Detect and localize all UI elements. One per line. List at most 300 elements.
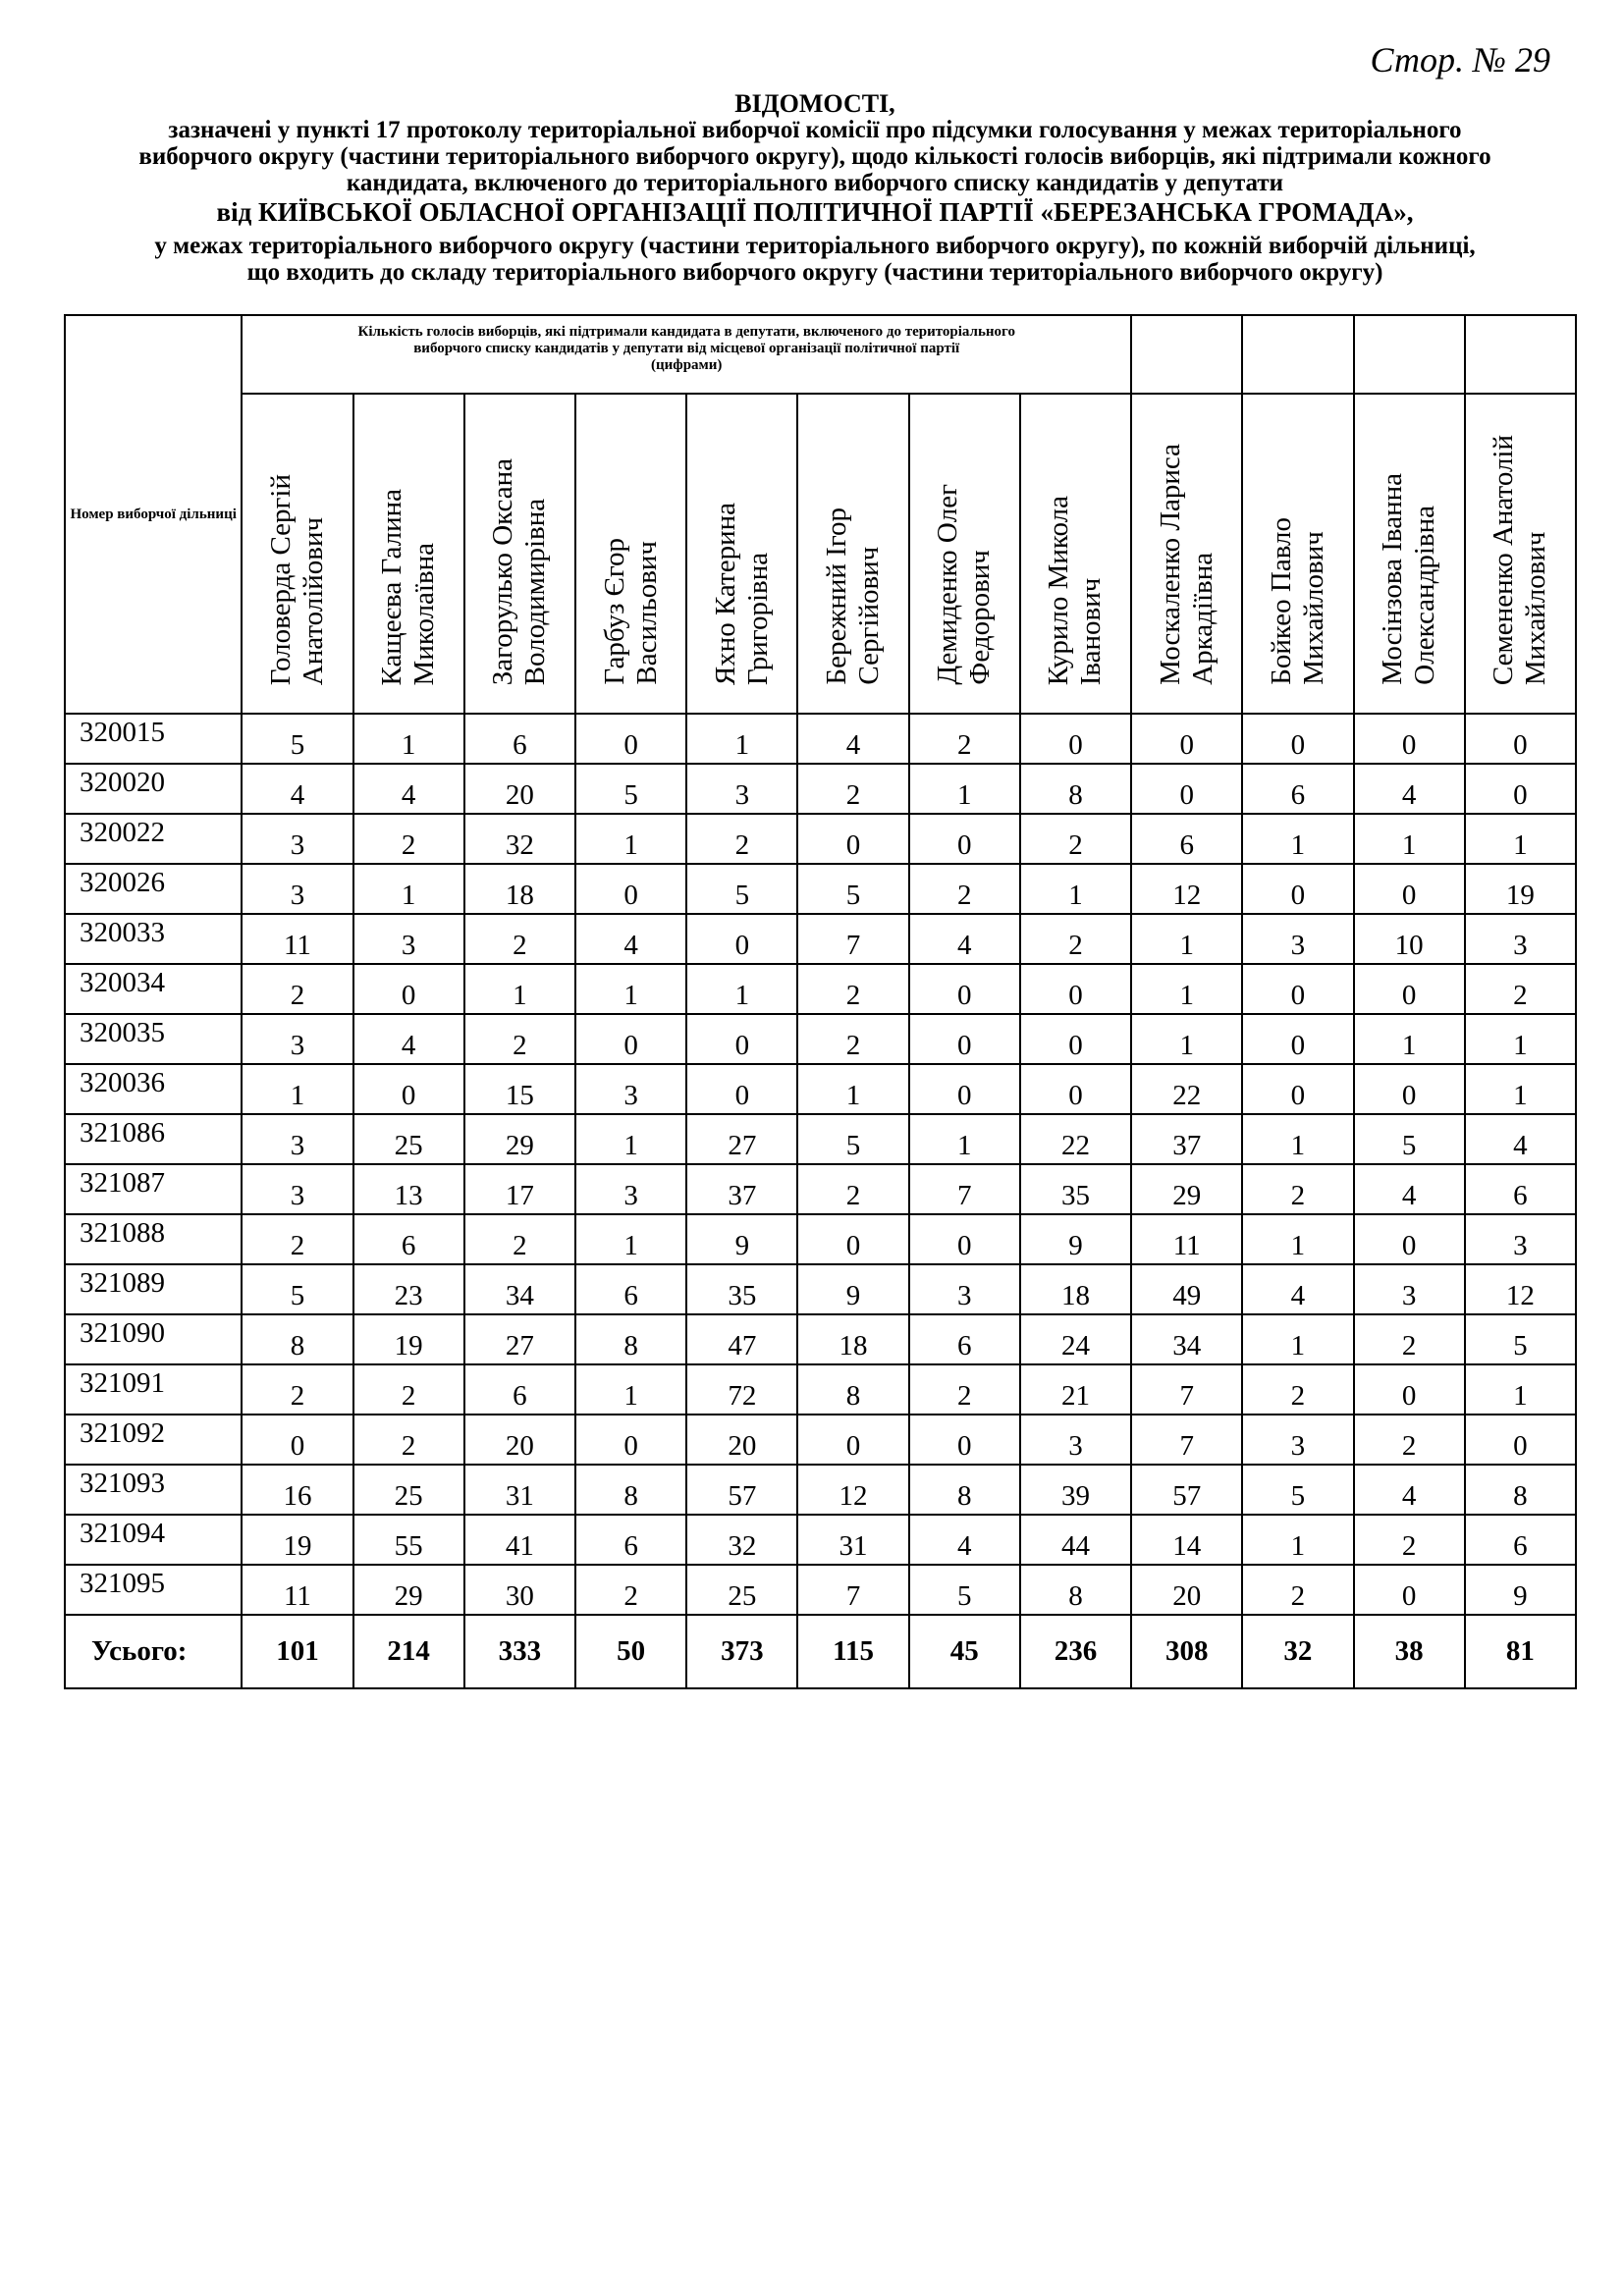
vote-count-cell: 44 <box>1020 1515 1131 1565</box>
vote-count-cell: 5 <box>797 864 908 914</box>
vote-count-cell: 0 <box>1242 1014 1353 1064</box>
table-row <box>65 1064 1576 1114</box>
vote-count-cell: 1 <box>242 1064 352 1114</box>
vote-count-cell: 4 <box>1354 1465 1465 1515</box>
vote-count-cell: 3 <box>242 1014 352 1064</box>
station-number-cell: 321088 <box>65 1214 242 1264</box>
document-title: ВІДОМОСТІ, <box>734 89 895 118</box>
vote-count-cell: 1 <box>909 764 1020 814</box>
vote-count-cell: 37 <box>686 1164 797 1214</box>
vote-count-cell: 57 <box>1131 1465 1242 1515</box>
candidate-name-line: Олександрівна <box>1409 506 1441 685</box>
vote-count-cell: 0 <box>1242 714 1353 764</box>
vote-count-cell: 4 <box>1354 764 1465 814</box>
vote-count-cell: 4 <box>353 1014 464 1064</box>
vote-count-cell: 2 <box>353 814 464 864</box>
vote-count-cell: 3 <box>242 814 352 864</box>
vote-count-cell: 8 <box>1465 1465 1576 1515</box>
candidate-name-line: Іванович <box>1075 577 1108 685</box>
vote-count-cell: 8 <box>1020 764 1131 814</box>
vote-count-cell: 3 <box>242 1164 352 1214</box>
vote-count-cell: 5 <box>1242 1465 1353 1515</box>
vote-count-cell: 3 <box>242 864 352 914</box>
vote-count-cell: 29 <box>1131 1164 1242 1214</box>
station-number-cell: 321089 <box>65 1264 242 1314</box>
candidate-name-line: Бережний Ігор <box>821 507 853 685</box>
vote-count-cell: 2 <box>242 1364 352 1415</box>
vote-count-cell: 9 <box>797 1264 908 1314</box>
vote-count-cell: 32 <box>686 1515 797 1565</box>
candidate-column-header <box>353 394 464 714</box>
vote-count-cell: 11 <box>242 1565 352 1615</box>
vote-count-cell: 0 <box>1242 964 1353 1014</box>
vote-count-cell: 31 <box>464 1465 575 1515</box>
heading-line: кандидата, включеного до територіального виборчого списку кандидатів у депутати <box>346 170 1284 196</box>
candidate-name-line: Москаленко Лариса <box>1154 444 1186 685</box>
vote-count-cell: 0 <box>909 1064 1020 1114</box>
candidate-name-line: Головерда Сергій <box>264 473 297 685</box>
table-row <box>65 814 1576 864</box>
station-number-cell: 320026 <box>65 864 242 914</box>
vote-count-cell: 1 <box>575 964 686 1014</box>
vote-count-cell: 1 <box>1131 964 1242 1014</box>
vote-count-cell: 11 <box>1131 1214 1242 1264</box>
vote-count-cell: 34 <box>464 1264 575 1314</box>
candidate-name-line: Михайлович <box>1520 531 1552 685</box>
station-number-cell: 320035 <box>65 1014 242 1064</box>
candidate-name-line: Мосінзова Іванна <box>1377 473 1409 685</box>
candidate-name <box>1155 444 1219 685</box>
vote-count-cell: 4 <box>909 914 1020 964</box>
table-row <box>65 1515 1576 1565</box>
station-column-header <box>65 315 242 714</box>
candidate-column-header <box>1131 394 1242 714</box>
vote-count-cell: 0 <box>1465 1415 1576 1465</box>
vote-count-cell: 2 <box>909 714 1020 764</box>
vote-count-cell: 0 <box>575 1415 686 1465</box>
table-row <box>65 864 1576 914</box>
candidate-name-line: Михайлович <box>1297 531 1329 685</box>
vote-count-cell: 0 <box>353 964 464 1014</box>
heading-line: у межах територіального виборчого округу (частини територіального виборчого округу), по кожній виборчій дільниці, <box>154 233 1476 259</box>
vote-count-cell: 23 <box>353 1264 464 1314</box>
vote-count-cell: 3 <box>575 1064 686 1114</box>
vote-count-cell: 1 <box>575 814 686 864</box>
vote-count-cell: 0 <box>1020 1064 1131 1114</box>
vote-count-cell: 0 <box>1354 864 1465 914</box>
heading-line: що входить до складу територіального виборчого округу (частини територіального виборчого округу) <box>246 259 1383 286</box>
vote-count-cell: 32 <box>464 814 575 864</box>
vote-count-cell: 39 <box>1020 1465 1131 1515</box>
station-number-cell: 321092 <box>65 1415 242 1465</box>
vote-count-cell: 1 <box>1242 1214 1353 1264</box>
station-number-cell: 320022 <box>65 814 242 864</box>
vote-count-cell: 30 <box>464 1565 575 1615</box>
candidate-name-line: Сергійович <box>853 547 886 685</box>
vote-count-cell: 0 <box>1465 714 1576 764</box>
station-number-cell: 321091 <box>65 1364 242 1415</box>
vote-count-cell: 0 <box>686 1064 797 1114</box>
vote-count-cell: 0 <box>1354 1565 1465 1615</box>
vote-count-cell: 2 <box>1354 1314 1465 1364</box>
station-number-cell: 320036 <box>65 1064 242 1114</box>
empty-header-cell <box>1354 315 1465 394</box>
vote-count-cell: 3 <box>1465 914 1576 964</box>
vote-count-cell: 1 <box>1354 814 1465 864</box>
vote-count-cell: 2 <box>797 964 908 1014</box>
candidate-column-header <box>909 394 1020 714</box>
total-value-cell: 50 <box>575 1615 686 1688</box>
vote-count-cell: 4 <box>1354 1164 1465 1214</box>
vote-count-cell: 1 <box>1242 1114 1353 1164</box>
vote-count-cell: 0 <box>686 914 797 964</box>
vote-count-cell: 1 <box>686 714 797 764</box>
vote-count-cell: 5 <box>909 1565 1020 1615</box>
table-row <box>65 1264 1576 1314</box>
total-value-cell: 32 <box>1242 1615 1353 1688</box>
vote-count-cell: 1 <box>1242 1314 1353 1364</box>
vote-count-cell: 0 <box>575 1014 686 1064</box>
vote-count-cell: 1 <box>1465 814 1576 864</box>
vote-count-cell: 8 <box>909 1465 1020 1515</box>
vote-count-cell: 5 <box>575 764 686 814</box>
candidate-name-line: Володимирівна <box>519 498 552 685</box>
vote-count-cell: 19 <box>242 1515 352 1565</box>
vote-count-cell: 0 <box>1020 714 1131 764</box>
candidate-name-line: Яхно Катерина <box>709 502 741 685</box>
vote-count-cell: 8 <box>242 1314 352 1364</box>
vote-count-cell: 2 <box>1354 1515 1465 1565</box>
vote-count-cell: 6 <box>909 1314 1020 1364</box>
vote-count-cell: 2 <box>1020 814 1131 864</box>
vote-count-cell: 1 <box>1354 1014 1465 1064</box>
vote-count-cell: 2 <box>464 1214 575 1264</box>
total-value-cell: 373 <box>686 1615 797 1688</box>
candidate-name-line: Миколаївна <box>408 542 441 685</box>
candidate-name-line: Гарбуз Єгор <box>598 538 630 685</box>
vote-count-cell: 3 <box>575 1164 686 1214</box>
vote-count-cell: 1 <box>797 1064 908 1114</box>
vote-count-cell: 10 <box>1354 914 1465 964</box>
vote-count-cell: 16 <box>242 1465 352 1515</box>
total-value-cell: 214 <box>353 1615 464 1688</box>
vote-count-cell: 1 <box>1131 1014 1242 1064</box>
vote-count-cell: 2 <box>242 964 352 1014</box>
vote-count-cell: 12 <box>1131 864 1242 914</box>
vote-count-cell: 3 <box>686 764 797 814</box>
vote-count-cell: 25 <box>353 1114 464 1164</box>
vote-count-cell: 19 <box>1465 864 1576 914</box>
vote-count-cell: 47 <box>686 1314 797 1364</box>
vote-count-cell: 0 <box>1020 964 1131 1014</box>
vote-count-cell: 2 <box>1242 1164 1353 1214</box>
total-value-cell: 236 <box>1020 1615 1131 1688</box>
station-number-cell: 320020 <box>65 764 242 814</box>
vote-count-cell: 2 <box>464 914 575 964</box>
vote-count-cell: 0 <box>1242 1064 1353 1114</box>
vote-count-cell: 2 <box>909 864 1020 914</box>
candidate-column-header <box>464 394 575 714</box>
candidate-name <box>265 474 330 685</box>
vote-count-cell: 72 <box>686 1364 797 1415</box>
vote-count-cell: 6 <box>353 1214 464 1264</box>
results-table <box>64 314 1577 1689</box>
candidate-column-header <box>1020 394 1131 714</box>
total-value-cell: 81 <box>1465 1615 1576 1688</box>
vote-count-cell: 25 <box>353 1465 464 1515</box>
vote-count-cell: 7 <box>1131 1415 1242 1465</box>
vote-count-cell: 8 <box>575 1465 686 1515</box>
candidate-group-header <box>242 315 1131 394</box>
vote-count-cell: 0 <box>353 1064 464 1114</box>
candidate-name <box>1043 496 1108 685</box>
vote-count-cell: 4 <box>575 914 686 964</box>
candidate-name-line: Васильович <box>630 541 663 685</box>
candidate-column-header <box>797 394 908 714</box>
vote-count-cell: 1 <box>1242 814 1353 864</box>
vote-count-cell: 41 <box>464 1515 575 1565</box>
vote-count-cell: 6 <box>575 1515 686 1565</box>
vote-count-cell: 4 <box>353 764 464 814</box>
table-row <box>65 1164 1576 1214</box>
vote-count-cell: 4 <box>797 714 908 764</box>
vote-count-cell: 5 <box>797 1114 908 1164</box>
vote-count-cell: 6 <box>1465 1515 1576 1565</box>
vote-count-cell: 3 <box>1020 1415 1131 1465</box>
vote-count-cell: 0 <box>909 964 1020 1014</box>
vote-count-cell: 5 <box>1465 1314 1576 1364</box>
candidate-name-line: Бойкео Павло <box>1265 517 1297 685</box>
vote-count-cell: 3 <box>1465 1214 1576 1264</box>
station-number-cell: 320033 <box>65 914 242 964</box>
vote-count-cell: 29 <box>464 1114 575 1164</box>
vote-count-cell: 8 <box>797 1364 908 1415</box>
candidate-name-line: Григорівна <box>741 552 774 685</box>
vote-count-cell: 0 <box>909 1415 1020 1465</box>
vote-count-cell: 0 <box>797 814 908 864</box>
station-number-cell: 321094 <box>65 1515 242 1565</box>
total-label: Усього: <box>65 1615 242 1688</box>
vote-count-cell: 27 <box>686 1114 797 1164</box>
vote-count-cell: 0 <box>1354 964 1465 1014</box>
total-value-cell: 333 <box>464 1615 575 1688</box>
vote-count-cell: 1 <box>1465 1014 1576 1064</box>
vote-count-cell: 0 <box>797 1214 908 1264</box>
vote-count-cell: 7 <box>797 1565 908 1615</box>
table-row <box>65 1314 1576 1364</box>
vote-count-cell: 4 <box>1465 1114 1576 1164</box>
vote-count-cell: 1 <box>1465 1364 1576 1415</box>
vote-count-cell: 31 <box>797 1515 908 1565</box>
vote-count-cell: 21 <box>1020 1364 1131 1415</box>
table-row <box>65 1014 1576 1064</box>
vote-count-cell: 6 <box>575 1264 686 1314</box>
vote-count-cell: 2 <box>797 1164 908 1214</box>
vote-count-cell: 20 <box>464 764 575 814</box>
vote-count-cell: 2 <box>1242 1364 1353 1415</box>
vote-count-cell: 0 <box>575 714 686 764</box>
vote-count-cell: 1 <box>464 964 575 1014</box>
vote-count-cell: 1 <box>1465 1064 1576 1114</box>
vote-count-cell: 0 <box>797 1415 908 1465</box>
vote-count-cell: 9 <box>1020 1214 1131 1264</box>
vote-count-cell: 2 <box>1465 964 1576 1014</box>
vote-count-cell: 0 <box>1465 764 1576 814</box>
total-value-cell: 101 <box>242 1615 352 1688</box>
candidate-name <box>487 458 552 685</box>
vote-count-cell: 0 <box>1242 864 1353 914</box>
totals-row <box>65 1615 1576 1688</box>
vote-count-cell: 3 <box>1242 914 1353 964</box>
vote-count-cell: 27 <box>464 1314 575 1364</box>
vote-count-cell: 3 <box>1354 1264 1465 1314</box>
vote-count-cell: 5 <box>242 714 352 764</box>
group-header-line: виборчого списку кандидатів у депутати від місцевої організації політичної партії <box>413 341 960 356</box>
vote-count-cell: 2 <box>464 1014 575 1064</box>
vote-count-cell: 6 <box>464 714 575 764</box>
vote-count-cell: 35 <box>686 1264 797 1314</box>
vote-count-cell: 0 <box>909 1214 1020 1264</box>
vote-count-cell: 0 <box>1354 1064 1465 1114</box>
vote-count-cell: 0 <box>575 864 686 914</box>
vote-count-cell: 1 <box>353 864 464 914</box>
vote-count-cell: 1 <box>686 964 797 1014</box>
vote-count-cell: 2 <box>575 1565 686 1615</box>
vote-count-cell: 2 <box>353 1364 464 1415</box>
total-value-cell: 308 <box>1131 1615 1242 1688</box>
vote-count-cell: 5 <box>1354 1114 1465 1164</box>
vote-count-cell: 2 <box>686 814 797 864</box>
vote-count-cell: 12 <box>797 1465 908 1515</box>
table-row <box>65 1364 1576 1415</box>
vote-count-cell: 1 <box>575 1364 686 1415</box>
vote-count-cell: 0 <box>909 814 1020 864</box>
vote-count-cell: 15 <box>464 1064 575 1114</box>
vote-count-cell: 8 <box>1020 1565 1131 1615</box>
vote-count-cell: 4 <box>909 1515 1020 1565</box>
vote-count-cell: 35 <box>1020 1164 1131 1214</box>
vote-count-cell: 2 <box>1020 914 1131 964</box>
vote-count-cell: 3 <box>1242 1415 1353 1465</box>
heading-line: зазначені у пункті 17 протоколу територіальної виборчої комісії про підсумки голосування у межах територіального <box>168 117 1462 143</box>
heading-line: виборчого округу (частини територіального виборчого округу), щодо кількості голосів виборців, які підтримали кожного <box>138 143 1491 170</box>
vote-count-cell: 18 <box>1020 1264 1131 1314</box>
vote-count-cell: 34 <box>1131 1314 1242 1364</box>
empty-header-cell <box>1465 315 1576 394</box>
table-row <box>65 1214 1576 1264</box>
vote-count-cell: 2 <box>797 764 908 814</box>
candidate-name <box>710 503 775 685</box>
station-number-cell: 321093 <box>65 1465 242 1515</box>
candidate-name <box>1488 435 1552 685</box>
vote-count-cell: 9 <box>686 1214 797 1264</box>
vote-count-cell: 1 <box>1131 914 1242 964</box>
vote-count-cell: 6 <box>464 1364 575 1415</box>
vote-count-cell: 20 <box>686 1415 797 1465</box>
total-value-cell: 45 <box>909 1615 1020 1688</box>
vote-count-cell: 8 <box>575 1314 686 1364</box>
vote-count-cell: 2 <box>353 1415 464 1465</box>
candidate-column-header <box>1242 394 1353 714</box>
vote-count-cell: 7 <box>797 914 908 964</box>
candidate-column-header <box>1354 394 1465 714</box>
station-number-cell: 321087 <box>65 1164 242 1214</box>
candidate-name <box>599 538 664 685</box>
vote-count-cell: 0 <box>1354 1364 1465 1415</box>
vote-count-cell: 0 <box>909 1014 1020 1064</box>
vote-count-cell: 6 <box>1465 1164 1576 1214</box>
vote-count-cell: 19 <box>353 1314 464 1364</box>
candidate-name-line: Загорулько Оксана <box>487 457 519 685</box>
candidate-name <box>821 507 886 685</box>
candidate-name-line: Курило Микола <box>1043 495 1075 685</box>
vote-count-cell: 4 <box>242 764 352 814</box>
station-column-header-text: Номер виборчої дільниці <box>70 506 237 522</box>
vote-count-cell: 17 <box>464 1164 575 1214</box>
candidate-name <box>376 489 441 685</box>
vote-count-cell: 0 <box>1354 1214 1465 1264</box>
candidate-name <box>1266 517 1330 685</box>
vote-count-cell: 6 <box>1131 814 1242 864</box>
candidate-name-line: Анатолійович <box>297 516 329 685</box>
station-number-cell: 320034 <box>65 964 242 1014</box>
vote-count-cell: 4 <box>1242 1264 1353 1314</box>
vote-count-cell: 24 <box>1020 1314 1131 1364</box>
vote-count-cell: 55 <box>353 1515 464 1565</box>
vote-count-cell: 0 <box>1131 764 1242 814</box>
station-number-cell: 320015 <box>65 714 242 764</box>
vote-count-cell: 37 <box>1131 1114 1242 1164</box>
table-row <box>65 1415 1576 1465</box>
vote-count-cell: 1 <box>1242 1515 1353 1565</box>
candidate-name-line: Семененко Анатолій <box>1488 434 1520 685</box>
vote-count-cell: 2 <box>1242 1565 1353 1615</box>
table-row <box>65 1565 1576 1615</box>
candidate-name-line: Демиденко Олег <box>932 484 964 685</box>
candidate-name-line: Кащеєва Галина <box>376 488 408 685</box>
vote-count-cell: 1 <box>575 1114 686 1164</box>
vote-count-cell: 0 <box>1354 714 1465 764</box>
vote-count-cell: 18 <box>464 864 575 914</box>
vote-count-cell: 3 <box>242 1114 352 1164</box>
vote-count-cell: 22 <box>1131 1064 1242 1114</box>
vote-count-cell: 14 <box>1131 1515 1242 1565</box>
total-value-cell: 38 <box>1354 1615 1465 1688</box>
vote-count-cell: 29 <box>353 1565 464 1615</box>
vote-count-cell: 13 <box>353 1164 464 1214</box>
vote-count-cell: 9 <box>1465 1565 1576 1615</box>
vote-count-cell: 5 <box>686 864 797 914</box>
group-header-line: (цифрами) <box>651 357 723 373</box>
vote-count-cell: 0 <box>686 1014 797 1064</box>
vote-count-cell: 3 <box>909 1264 1020 1314</box>
vote-count-cell: 1 <box>575 1214 686 1264</box>
vote-count-cell: 3 <box>353 914 464 964</box>
page-number: Стор. № 29 <box>1370 40 1550 80</box>
candidate-column-header <box>242 394 352 714</box>
table-row <box>65 1465 1576 1515</box>
vote-count-cell: 0 <box>1020 1014 1131 1064</box>
vote-count-cell: 0 <box>242 1415 352 1465</box>
vote-count-cell: 20 <box>1131 1565 1242 1615</box>
party-name-line: від КИЇВСЬКОЇ ОБЛАСНОЇ ОРГАНІЗАЦІЇ ПОЛІТИЧНОЇ ПАРТІЇ «БЕРЕЗАНСЬКА ГРОМАДА», <box>216 197 1414 227</box>
vote-count-cell: 2 <box>242 1214 352 1264</box>
candidate-column-header <box>1465 394 1576 714</box>
vote-count-cell: 18 <box>797 1314 908 1364</box>
vote-count-cell: 20 <box>464 1415 575 1465</box>
vote-count-cell: 25 <box>686 1565 797 1615</box>
total-value-cell: 115 <box>797 1615 908 1688</box>
